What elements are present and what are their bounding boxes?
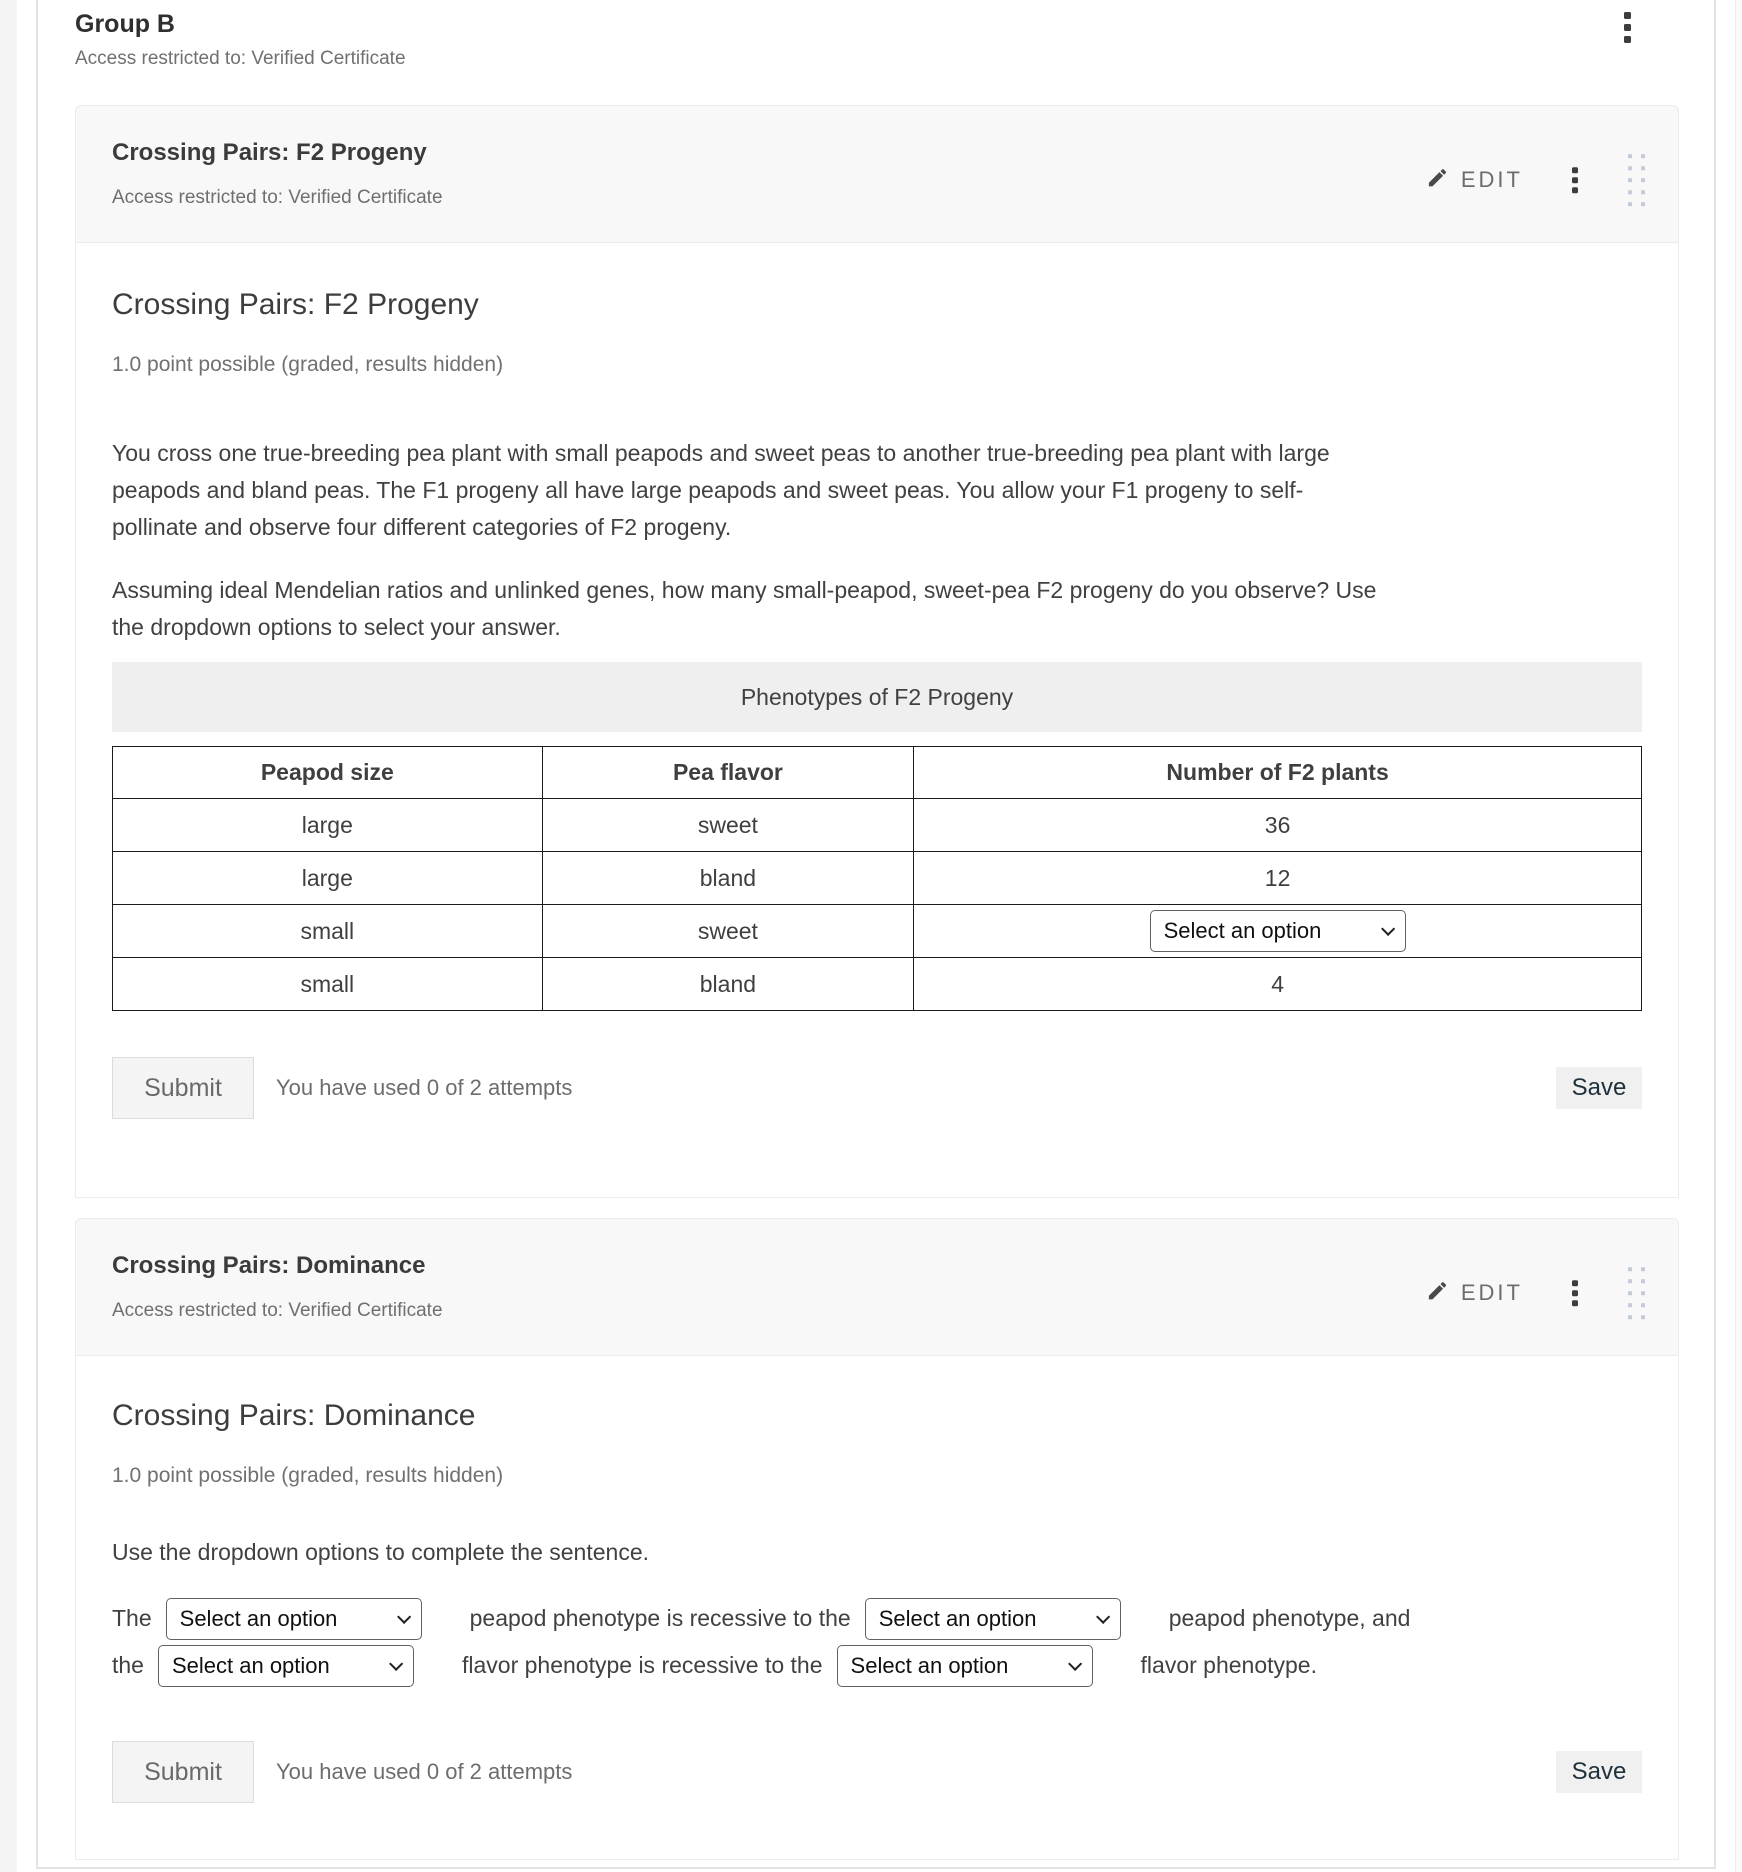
group-header [75,8,1681,72]
table-caption: Phenotypes of F2 Progeny [112,662,1642,732]
select-value: Select an option [1163,918,1322,943]
table-cell: bland [542,852,914,905]
action-row [112,1057,1642,1119]
table-cell: sweet [542,905,914,958]
attempts-text: You have used 0 of 2 attempts [276,1075,573,1100]
table-cell: 12 [914,852,1642,905]
pencil-icon [1426,166,1449,194]
edit-button[interactable] [1426,1279,1523,1307]
problem-header-access-label: Access restricted to: Verified Certificate [112,1300,443,1321]
drag-handle-icon[interactable] [1628,1267,1645,1319]
peapod-dominant-select[interactable] [865,1598,1121,1640]
drag-handle-icon[interactable] [1628,154,1645,206]
card-kebab-menu-icon[interactable] [1572,1280,1578,1306]
submit-button[interactable]: Submit [112,1057,254,1119]
save-button[interactable]: Save [1556,1751,1642,1793]
problem-header-access-label: Access restricted to: Verified Certificate [112,187,443,208]
group-title: Group B [75,10,175,38]
action-row [112,1741,1642,1803]
select-value: Select an option [878,1605,1037,1631]
sentence-text: flavor phenotype is recessive to the [461,1652,823,1678]
table-cell: small [113,905,543,958]
problem-card-header [75,1218,1679,1355]
problem-title: Crossing Pairs: Dominance [112,1399,476,1432]
table-cell: sweet [542,799,914,852]
peapod-recessive-select[interactable] [166,1598,422,1640]
sentence-line [112,1595,1642,1642]
dropdown-sentence [112,1595,1642,1689]
problem-card-f2-progeny [75,105,1679,1198]
sentence-text: peapod phenotype, and [1168,1605,1411,1631]
chevron-down-icon [1068,1656,1082,1670]
sentence-text: flavor phenotype. [1140,1652,1317,1678]
phenotype-table [112,746,1642,1011]
sentence-text: The [112,1605,152,1631]
chevron-down-icon [389,1656,403,1670]
chevron-down-icon [1096,1609,1110,1623]
table-cell: large [113,852,543,905]
column-header-pea-flavor: Pea flavor [542,747,914,799]
pencil-icon [1426,1279,1449,1307]
problem-header-title: Crossing Pairs: F2 Progeny [112,139,427,166]
save-button[interactable]: Save [1556,1067,1642,1109]
sentence-line [112,1642,1642,1689]
left-gutter [0,0,17,1872]
select-value: Select an option [850,1652,1009,1678]
flavor-recessive-select[interactable] [158,1645,414,1687]
edit-label: EDIT [1460,167,1523,193]
card-actions [1426,154,1645,206]
problem-question: Assuming ideal Mendelian ratios and unlinked genes, how many small-peapod, sweet-pea F2 progeny do you observe? Use the dropdown options to select your answer. [112,577,1377,640]
table-row [113,958,1642,1011]
instruction-text: Use the dropdown options to complete the sentence. [112,1539,650,1565]
problem-header-title: Crossing Pairs: Dominance [112,1252,426,1279]
f2-count-select[interactable] [1150,910,1406,952]
select-value: Select an option [171,1652,330,1678]
problem-card-dominance [75,1218,1679,1860]
table-cell: small [113,958,543,1011]
table-cell: 36 [914,799,1642,852]
group-kebab-menu-icon[interactable] [1624,12,1631,43]
scrollbar-track[interactable] [1735,0,1742,1872]
problem-body [75,1355,1679,1860]
points-possible-label: 1.0 point possible (graded, results hidden) [112,1464,504,1487]
problem-title: Crossing Pairs: F2 Progeny [112,288,479,321]
edit-button[interactable] [1426,166,1523,194]
table-row [113,799,1642,852]
table-header-row [113,747,1642,799]
unit-outline-container [36,0,1716,1869]
table-cell: large [113,799,543,852]
column-header-number-f2: Number of F2 plants [914,747,1642,799]
sentence-text: the [112,1652,144,1678]
chevron-down-icon [1381,922,1395,936]
table-cell-with-select [914,905,1642,958]
table-row [113,905,1642,958]
problem-paragraph: You cross one true-breeding pea plant with small peapods and sweet peas to another true-breeding pea plant with large peapods and bland peas. The F1 progeny all have large peapods and sweet peas. You allow your F1 progeny to self-pollinate and observe four different categories of F2 progeny. [112,440,1330,540]
problem-card-header [75,105,1679,242]
column-header-peapod-size: Peapod size [113,747,543,799]
chevron-down-icon [397,1609,411,1623]
select-value: Select an option [179,1605,338,1631]
table-row [113,852,1642,905]
table-cell: bland [542,958,914,1011]
card-actions [1426,1267,1645,1319]
submit-button[interactable]: Submit [112,1741,254,1803]
sentence-text: peapod phenotype is recessive to the [469,1605,851,1631]
edit-label: EDIT [1460,1280,1523,1306]
table-cell: 4 [914,958,1642,1011]
card-kebab-menu-icon[interactable] [1572,167,1578,193]
problem-body [75,242,1679,1198]
group-access-label: Access restricted to: Verified Certificate [75,48,406,69]
points-possible-label: 1.0 point possible (graded, results hidden) [112,353,504,376]
flavor-dominant-select[interactable] [837,1645,1093,1687]
attempts-text: You have used 0 of 2 attempts [276,1759,573,1784]
